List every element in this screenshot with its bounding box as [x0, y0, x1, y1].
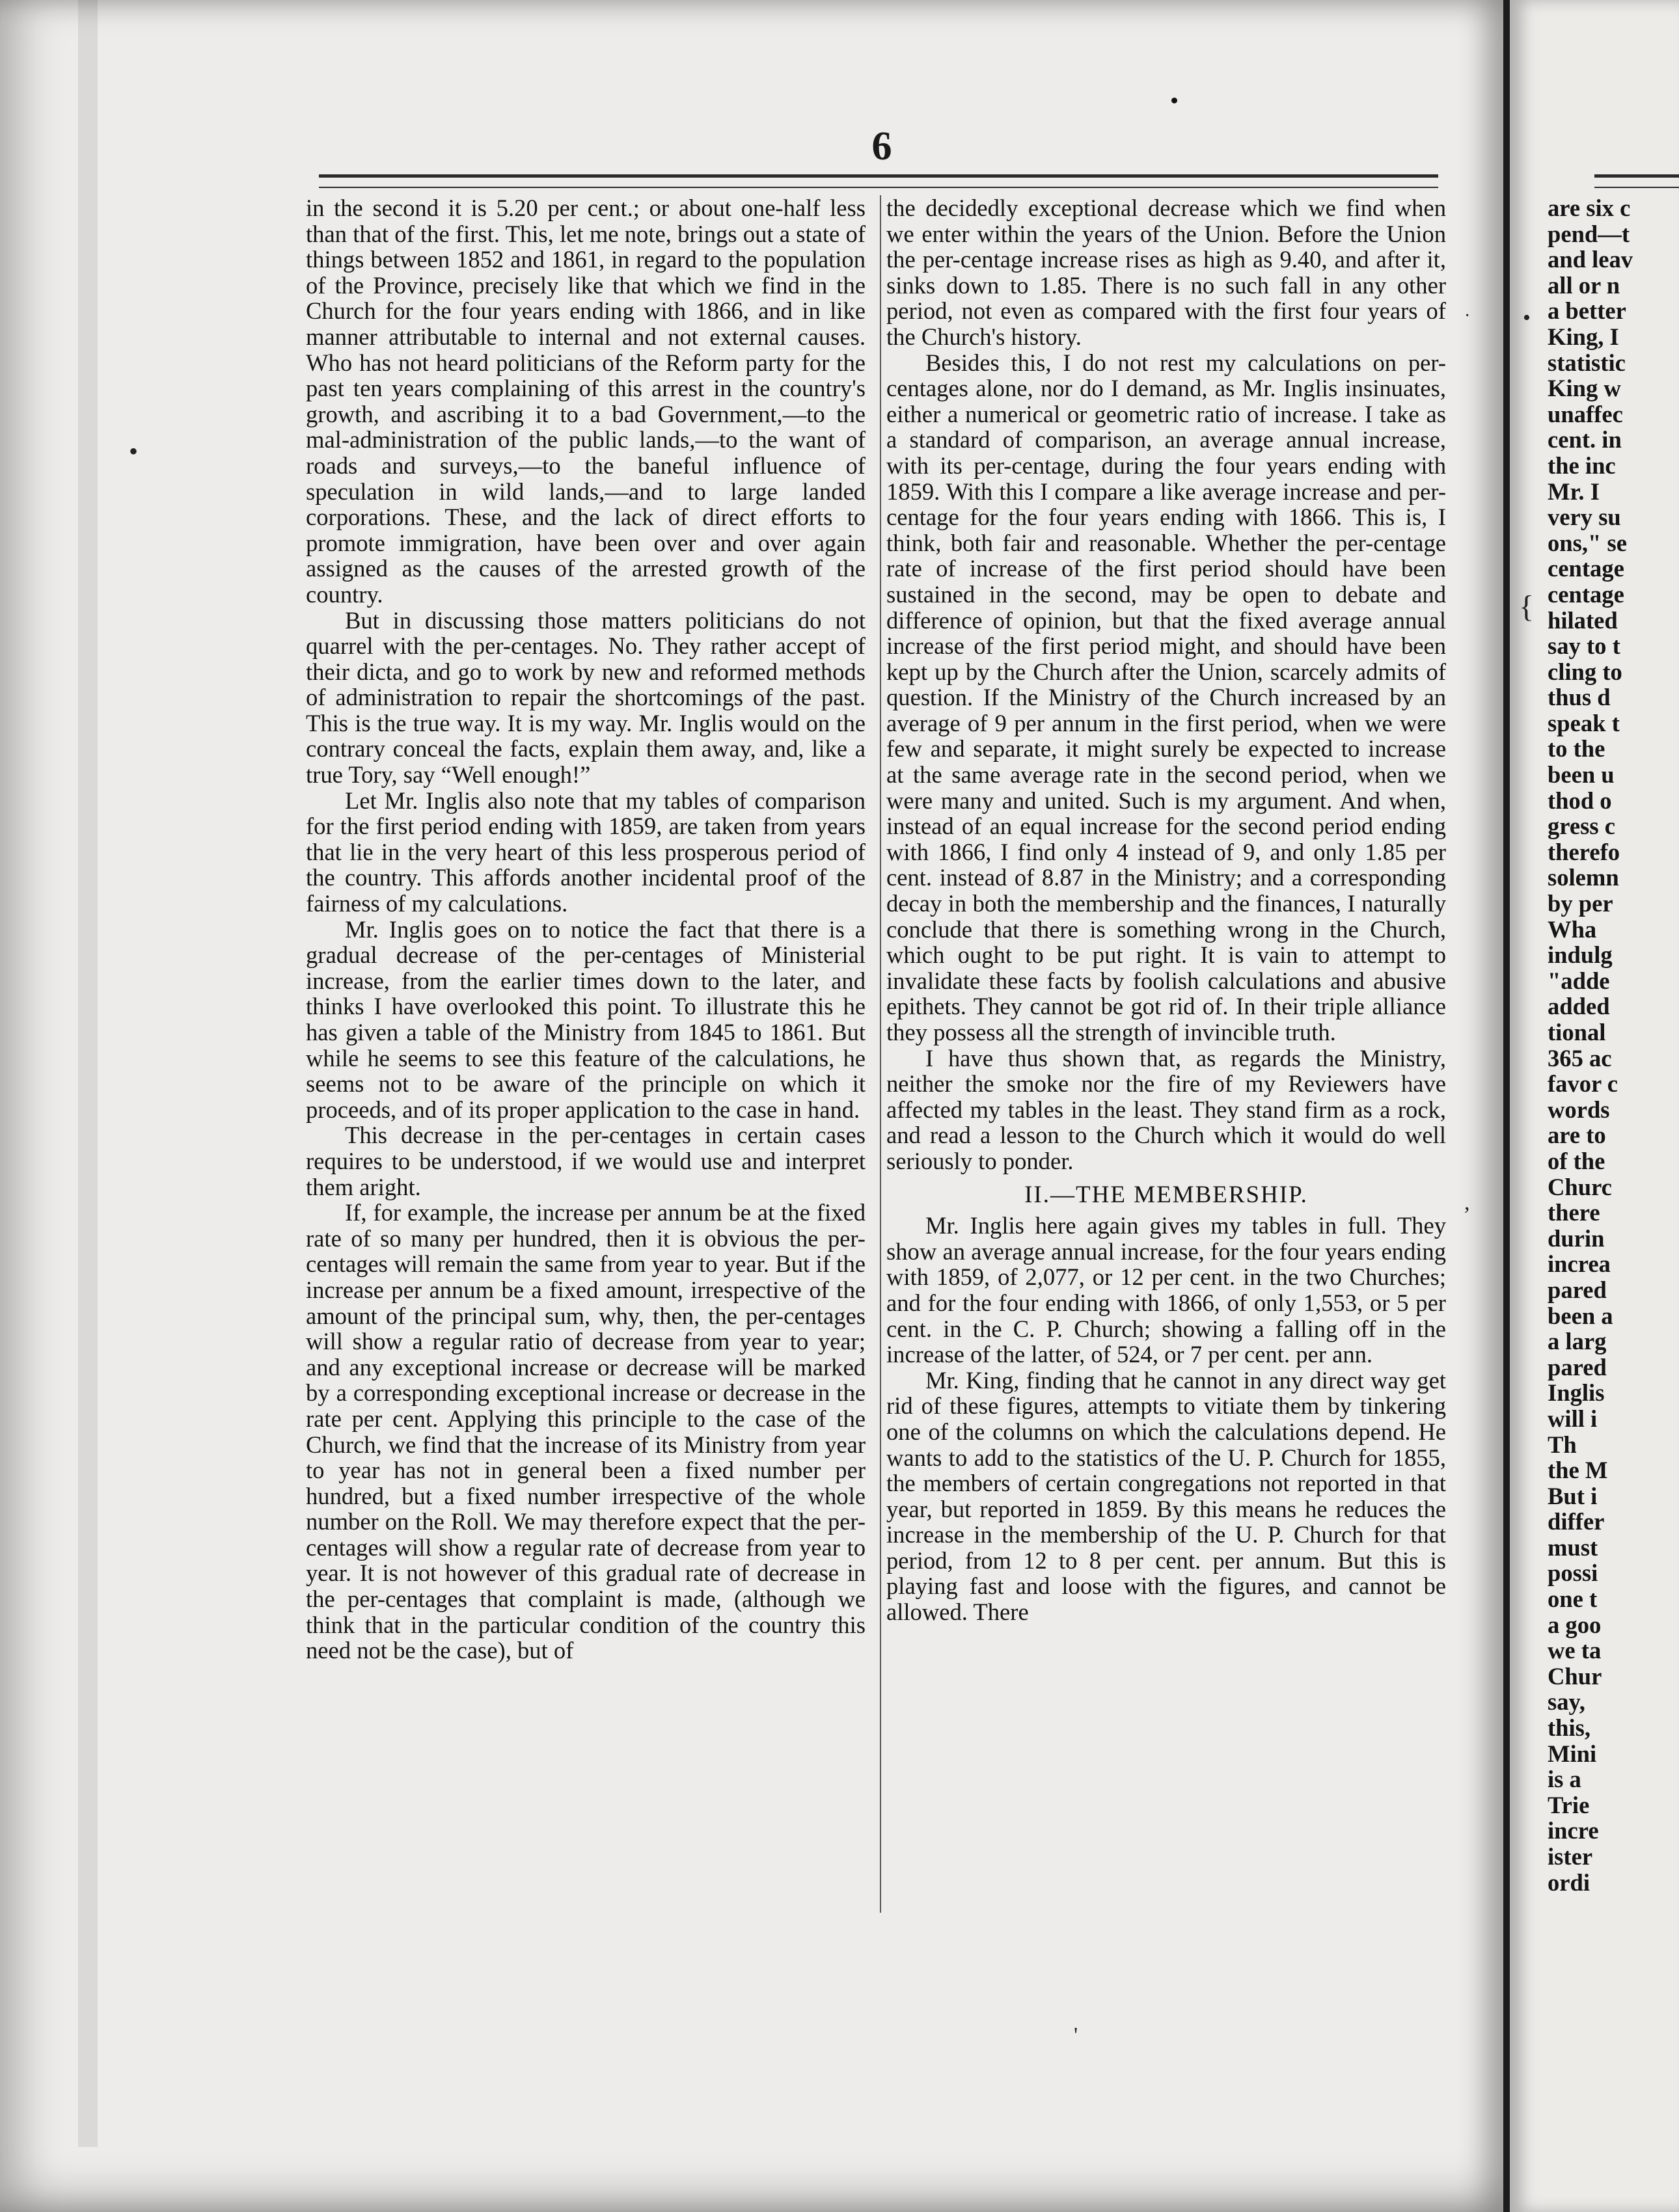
facing-line-fragment: to the: [1548, 735, 1605, 762]
facing-line-fragment: will i: [1548, 1405, 1598, 1432]
paragraph: But in discussing those matters politicians do not quarrel with the per-centages. No. They rather accept of their dicta, and go to work by new and reformed methods of administration to repair the shortcomings of the past. This is the true way. It is my way. Mr. Inglis would on the contrary conceal the facts, explain them away, and, like a true Tory, say “Well enough!”: [306, 606, 866, 789]
paragraph: in the second it is 5.20 per cent.; or about one-half less than that of the first. This, let me note, brings out a state of things between 1852 and 1861, in regard to the population of the Province, precisely like that which we find in the Church for the four years ending with 1866, and in like manner attributable to internal and not external causes. Who has not heard politicians of the Reform party for the past ten years complaining of this arrest in the country's growth, and ascribing it to a bad Government,—to the mal-administration of the public lands,—to the want of roads and surveys,—to the baneful influence of speculation in wild lands,—and to large landed corporations. These, and the lack of direct efforts to promote immigration, have been over and over again assigned as the causes of the arrested growth of the country.: [306, 195, 866, 608]
facing-line-fragment: speak t: [1548, 709, 1620, 736]
facing-line-fragment: solemn: [1548, 864, 1619, 891]
paragraph: If, for example, the increase per annum be at the fixed rate of so many per hundred, then it is obvious the per-centages will remain the same from year to year. But if the increase per annum be a fixed amount, irrespective of the amount of the principal sum, why, then, the per-centages will show a regular ratio of decrease from year to year; and any exceptional increase or decrease will be marked by a corresponding exceptional increase or decrease in the rate per cent. Applying this principle to the case of the Church, we find that the increase of its Ministry from year to year has not in general been a fixed number per hundred, but a fixed number irrespective of the whole number on the Roll. We may therefore expect that the per-centages will show a regular rate of decrease from year to year. It is not however of this gradual rate of decrease in the per-centages that complaint is made, (although we think that in the particular condition of the country this need not be the case), but of: [306, 1199, 866, 1664]
facing-line-fragment: 365 ac: [1548, 1044, 1612, 1072]
paragraph: the decidedly exceptional decrease which we find when we enter within the years of the Union. Before the Union the per-centage increase rises as high as 9.40, and after it, sinks down to 1.85. There is no such fall in any other period, not even as compared with the first four years of the Church's history.: [886, 195, 1446, 350]
facing-line-fragment: there: [1548, 1199, 1600, 1226]
facing-line-fragment: a goo: [1548, 1611, 1602, 1638]
ink-speck: [1171, 98, 1177, 103]
facing-line-fragment: unaffec: [1548, 400, 1623, 427]
facing-line-fragment: tional: [1548, 1019, 1606, 1045]
right-column: [886, 195, 1446, 1625]
facing-line-fragment: been a: [1548, 1302, 1613, 1329]
facing-line-fragment: favor c: [1548, 1070, 1618, 1098]
facing-line-fragment: Wha: [1548, 915, 1597, 943]
paragraph: Mr. Inglis here again gives my tables in full. They show an average annual increase, for the four years ending with 1859, of 2,077, or 12 per cent. in the two Churches; and for the four ending with 1866, of only 1,553, or 5 per cent. in the C. P. Church; showing a falling off in the increase of the latter, of 524, or 7 per cent. per ann.: [886, 1212, 1446, 1368]
facing-line-fragment: of the: [1548, 1147, 1605, 1174]
margin-mark: {: [1519, 589, 1535, 624]
facing-line-fragment: the inc: [1548, 452, 1616, 479]
facing-line-fragment: been u: [1548, 761, 1615, 789]
facing-line-fragment: a better: [1548, 297, 1626, 325]
facing-line-fragment: Chur: [1548, 1662, 1602, 1690]
facing-line-fragment: King, I: [1548, 323, 1619, 350]
facing-line-fragment: centage: [1548, 580, 1624, 608]
facing-line-fragment: therefo: [1548, 838, 1620, 865]
facing-page-column: [1548, 195, 1679, 1895]
left-column: [306, 195, 866, 1664]
right-column-part-a: [886, 195, 1446, 1174]
facing-line-fragment: incre: [1548, 1817, 1599, 1844]
paragraph: Mr. King, finding that he cannot in any direct way get rid of these figures, attempts to vitiate them by tinkering one of the columns on which the calculations depend. He wants to add to the statistics of the U. P. Church for 1855, the members of certain congregations not reported in that year, but reported in 1859. By this means he reduces the increase in the membership of the U. P. Church for that period, from 12 to 8 per cent. per annum. But this is playing fast and loose with the figures, and cannot be allowed. There: [886, 1366, 1446, 1626]
margin-mark: ·: [1464, 306, 1471, 326]
facing-line-fragment: added: [1548, 993, 1610, 1020]
paragraph: Mr. Inglis goes on to notice the fact that there is a gradual decrease of the per-centages of Ministerial increase, from the earlier times down to the later, and thinks I have overlooked this point. To illustrate this he has given a table of the Ministry from 1845 to 1861. But while he seems to see this feature of the calculations, he seems not to be aware of the principle on which it proceeds, and of its proper application to the case in hand.: [306, 915, 866, 1123]
facing-line-fragment: But i: [1548, 1482, 1598, 1509]
facing-line-fragment: ister: [1548, 1843, 1593, 1870]
facing-line-fragment: Churc: [1548, 1173, 1612, 1200]
facing-line-fragment: ordi: [1548, 1868, 1590, 1896]
facing-line-fragment: say,: [1548, 1688, 1585, 1716]
facing-line-fragment: pared: [1548, 1276, 1607, 1303]
facing-line-fragment: indulg: [1548, 941, 1613, 969]
facing-line-fragment: pend—t: [1548, 220, 1630, 247]
facing-line-fragment: by per: [1548, 890, 1613, 917]
facing-line-fragment: this,: [1548, 1714, 1591, 1742]
facing-line-fragment: a larg: [1548, 1328, 1607, 1355]
facing-line-fragment: cent. in: [1548, 426, 1622, 453]
facing-line-fragment: King w: [1548, 375, 1621, 402]
facing-line-fragment: cling to: [1548, 658, 1622, 685]
page-number: 6: [871, 124, 892, 169]
facing-line-fragment: possi: [1548, 1559, 1598, 1587]
facing-line-fragment: durin: [1548, 1224, 1605, 1252]
paragraph: This decrease in the per-centages in certain cases requires to be understood, if we would use and interpret them aright.: [306, 1122, 866, 1200]
paragraph: I have thus shown that, as regards the Ministry, neither the smoke nor the fire of my Reviewers have affected my tables in the least. They stand firm as a rock, and read a lesson to the Church which it would do well seriously to ponder.: [886, 1044, 1446, 1174]
facing-line-fragment: all or n: [1548, 271, 1620, 299]
facing-line-fragment: we ta: [1548, 1637, 1602, 1664]
facing-line-fragment: one t: [1548, 1585, 1598, 1613]
margin-mark: •: [129, 437, 139, 466]
column-divider: [880, 195, 881, 1913]
header-rule: [319, 174, 1438, 188]
facing-line-fragment: must: [1548, 1533, 1598, 1561]
facing-line-fragment: differ: [1548, 1508, 1605, 1535]
facing-line-fragment: Inglis: [1548, 1379, 1605, 1407]
margin-mark: ': [1074, 2023, 1078, 2047]
facing-line-fragment: Trie: [1548, 1791, 1590, 1818]
facing-line-fragment: very su: [1548, 504, 1621, 531]
facing-line-fragment: thod o: [1548, 787, 1612, 814]
facing-line-fragment: Th: [1548, 1431, 1577, 1458]
margin-mark: ,: [1464, 1191, 1470, 1215]
paragraph: Let Mr. Inglis also note that my tables of comparison for the first period ending with 1859, are taken from years that lie in the very heart of this less prosperous period of the country. This affords another incidental proof of the fairness of my calculations.: [306, 787, 866, 917]
facing-line-fragment: increa: [1548, 1250, 1611, 1278]
facing-line-fragment: ons," se: [1548, 529, 1627, 556]
facing-line-fragment: the M: [1548, 1457, 1608, 1484]
facing-line-fragment: is a: [1548, 1766, 1581, 1793]
facing-line-fragment: centage: [1548, 555, 1624, 582]
facing-line-fragment: gress c: [1548, 813, 1615, 840]
facing-line-fragment: statistic: [1548, 349, 1626, 376]
right-column-part-b: [886, 1213, 1446, 1625]
facing-line-fragment: "adde: [1548, 967, 1610, 994]
facing-line-fragment: hilated: [1548, 606, 1618, 634]
paragraph: Besides this, I do not rest my calculations on per-centages alone, nor do I demand, as Mr. Inglis insinuates, either a numerical or geometric ratio of increase. I take as a standard of comparison, an average annual increase, with its per-centage, during the four years ending with 1859. With this I compare a like average increase and per-centage for the four years ending with 1866. This is, I think, both fair and reasonable. Whether the per-centage rate of increase of the first period should have been sustained in the second, may be open to debate and difference of opinion, but that the fixed average annual increase of the first period might, and should have been kept up by the Church after the Union, scarcely admits of question. If the Ministry of the Church increased by an average of 9 per annum in the first period, when we were few and separate, it might surely be expected to increase at the same average rate in the second period, when we were many and united. Such is my argument. And when, instead of an equal increase for the second period ending with 1866, I find only 4 instead of 9, and only 1.85 per cent. instead of 8.87 in the Ministry; and a corresponding decay in both the membership and the finances, I naturally conclude that there is something wrong in the Church, which ought to be put right. It is vain to attempt to invalidate these facts by foolish calculations and abusive epithets. They cannot be got rid of. In their triple alliance they possess all the strength of invincible truth.: [886, 349, 1446, 1045]
facing-line-fragment: Mini: [1548, 1740, 1597, 1767]
facing-line-fragment: words: [1548, 1096, 1610, 1123]
facing-header-rule: [1594, 174, 1679, 188]
facing-page: [1510, 0, 1679, 2212]
facing-line-fragment: and leav: [1548, 246, 1633, 273]
section-heading: II.—THE MEMBERSHIP.: [1024, 1181, 1308, 1208]
margin-mark: •: [1523, 306, 1531, 330]
facing-line-fragment: Mr. I: [1548, 478, 1600, 505]
facing-line-fragment: say to t: [1548, 632, 1620, 660]
facing-line-fragment: are six c: [1548, 195, 1631, 221]
facing-line-fragment: are to: [1548, 1122, 1606, 1149]
facing-line-fragment: thus d: [1548, 684, 1611, 711]
facing-line-fragment: pared: [1548, 1353, 1607, 1381]
